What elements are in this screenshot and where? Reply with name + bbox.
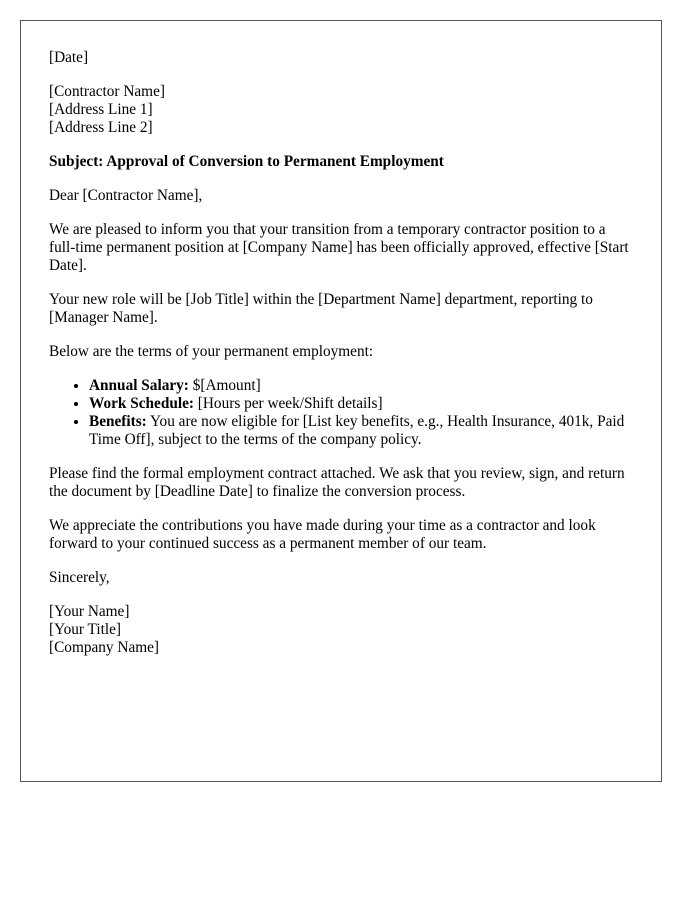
term-label: Benefits: [89, 413, 147, 430]
term-value: You are now eligible for [List key benefits, e.g., Health Insurance, 401k, Paid Time Off], subject to the terms of the company policy. [89, 413, 625, 448]
signature-name: [Your Name] [49, 603, 130, 620]
term-annual-salary [89, 377, 633, 395]
body-paragraph-2: Your new role will be [Job Title] within the [Department Name] department, reporting to [Manager Name]. [49, 291, 593, 326]
signature-company: [Company Name] [49, 639, 160, 656]
closing: Sincerely, [49, 569, 110, 586]
term-value: $[Amount] [188, 377, 261, 394]
body-paragraph-4: We appreciate the contributions you have made during your time as a contractor and look forward to your continued success as a permanent member of our team. [49, 517, 596, 552]
recipient-block [49, 83, 633, 137]
terms-intro: Below are the terms of your permanent employment: [49, 343, 374, 360]
body-paragraph-3: Please find the formal employment contract attached. We ask that you review, sign, and return the document by [Deadline Date] to finalize the conversion process. [49, 465, 625, 500]
term-work-schedule [89, 395, 633, 413]
recipient-address-line-1: [Address Line 1] [49, 101, 153, 118]
signature-block [49, 603, 633, 657]
term-benefits [89, 413, 633, 449]
letter-subject: Subject: Approval of Conversion to Permanent Employment [49, 153, 444, 170]
letter-page [20, 20, 662, 782]
terms-list [49, 377, 633, 449]
recipient-address-line-2: [Address Line 2] [49, 119, 153, 136]
recipient-name: [Contractor Name] [49, 83, 165, 100]
salutation: Dear [Contractor Name], [49, 187, 203, 204]
term-label: Annual Salary: [89, 377, 189, 394]
letter-date: [Date] [49, 49, 89, 66]
term-label: Work Schedule: [89, 395, 194, 412]
signature-title: [Your Title] [49, 621, 121, 638]
body-paragraph-1: We are pleased to inform you that your transition from a temporary contractor position to a full-time permanent position at [Company Name] has been officially approved, effective [Start Date]. [49, 221, 629, 274]
term-value: [Hours per week/Shift details] [193, 395, 383, 412]
